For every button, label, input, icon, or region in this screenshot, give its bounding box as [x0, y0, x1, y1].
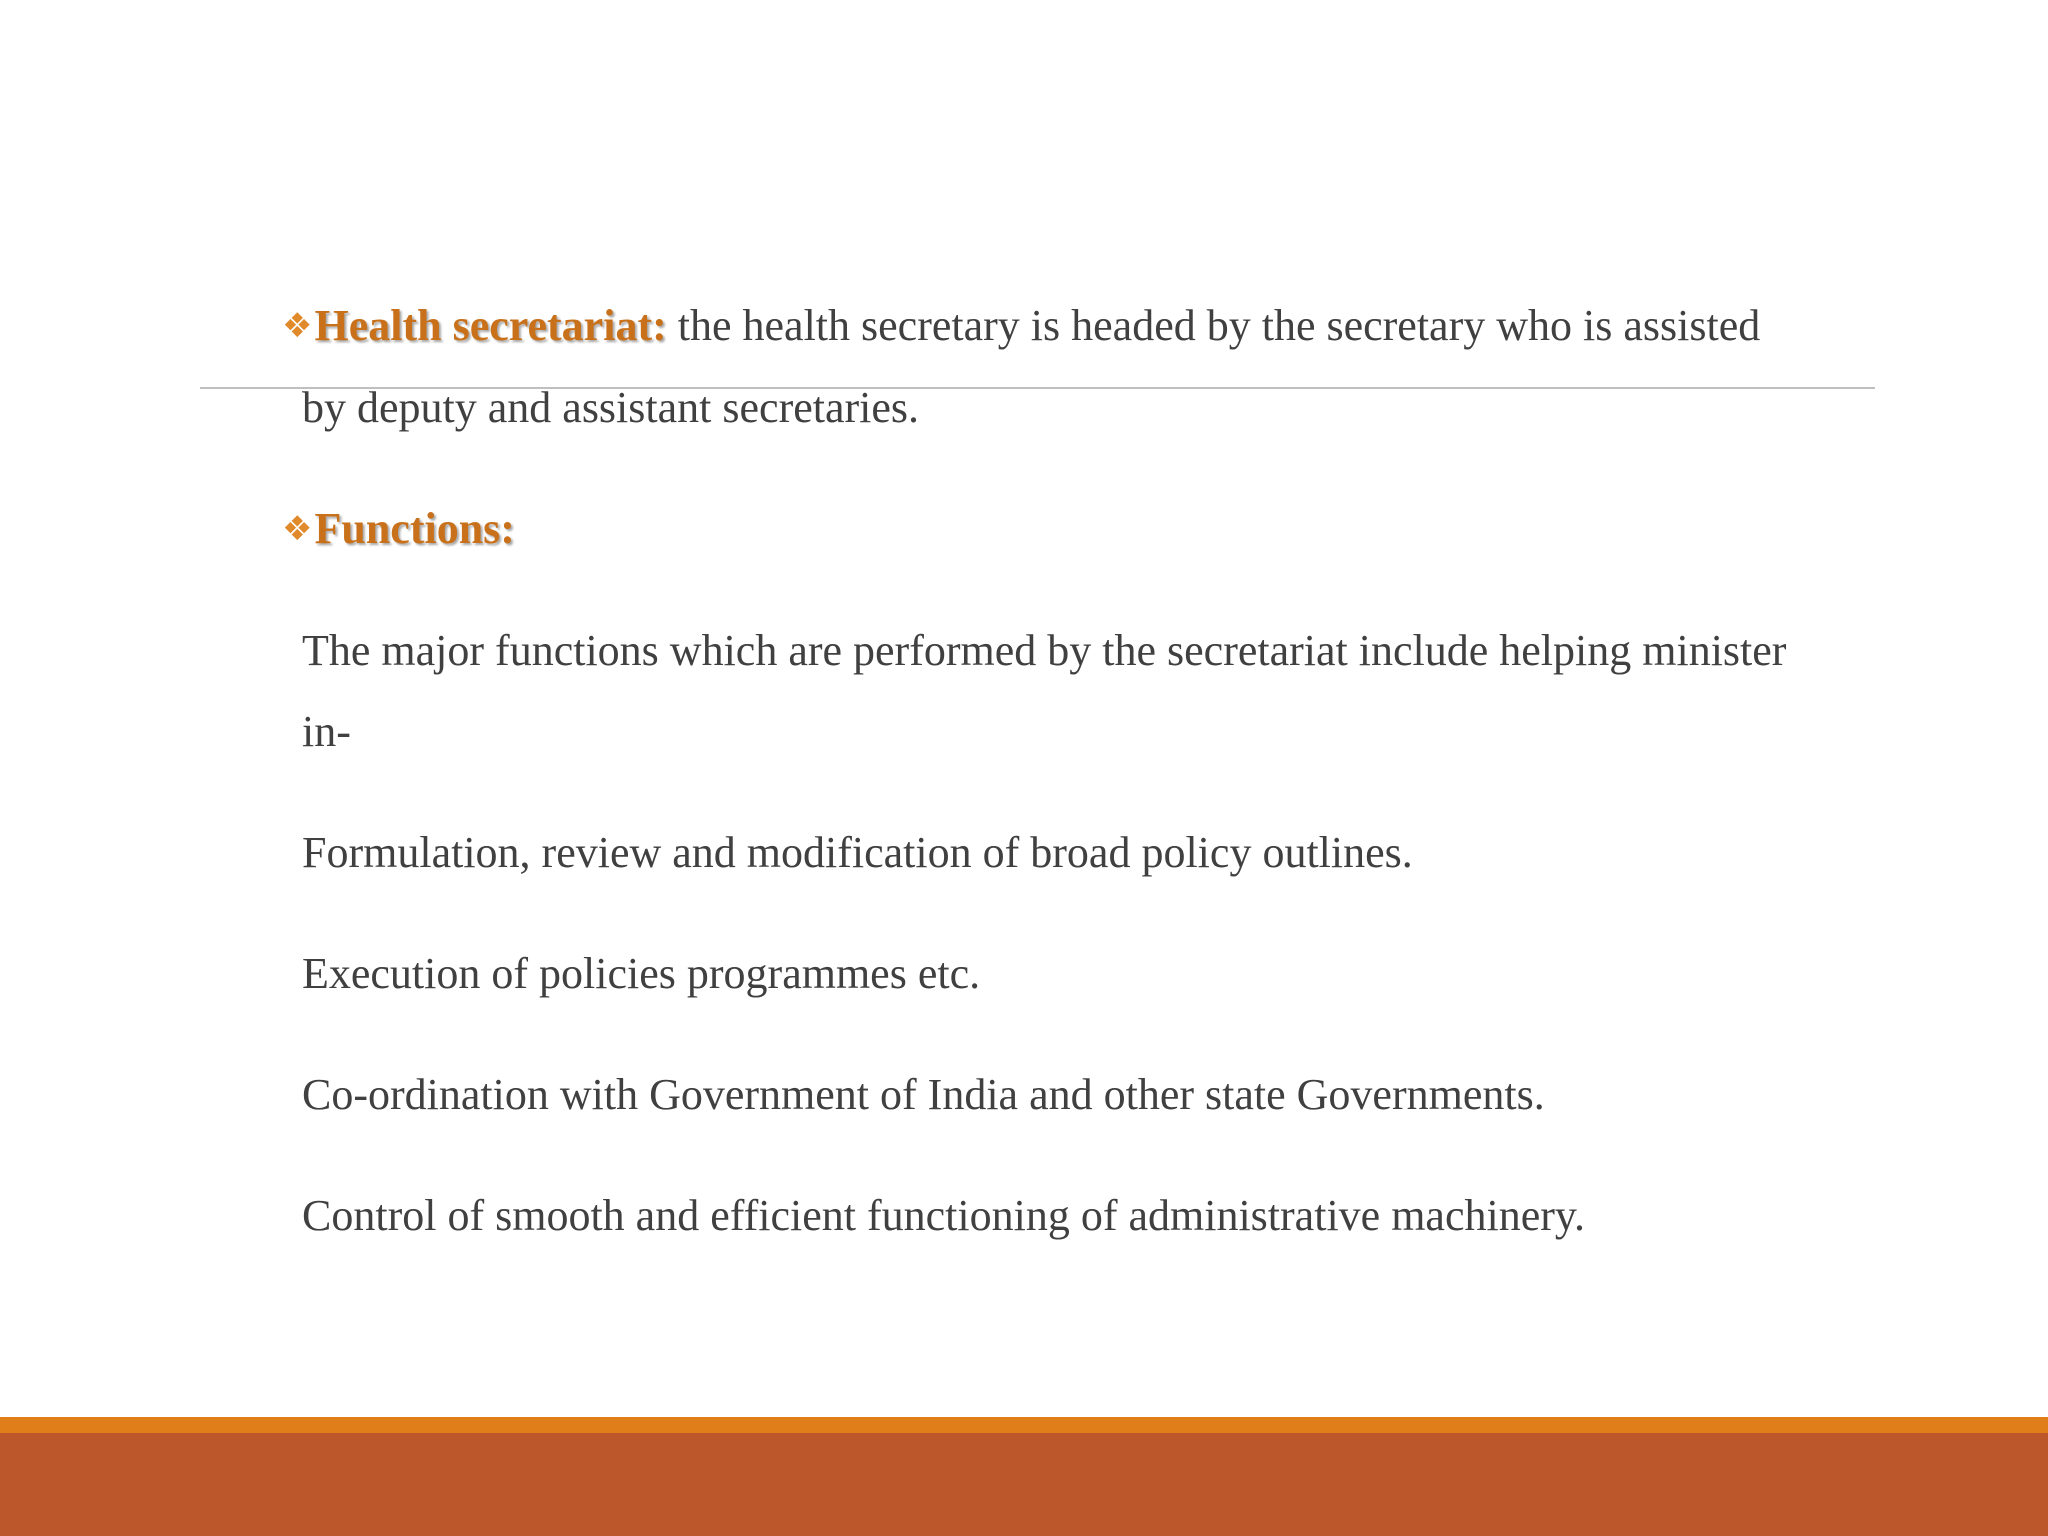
function-item: Co-ordination with Government of India and other state Governments. [302, 1070, 1545, 1119]
functions-heading: Functions: [314, 504, 515, 553]
function-item: Control of smooth and efficient functioning of administrative machinery. [302, 1191, 1586, 1240]
health-secretariat-heading: Health secretariat: [314, 301, 667, 350]
health-secretariat-text: the health secretary is headed by the secretary who is assisted [666, 301, 1761, 350]
functions-intro-line-1: The major functions which are performed by the secretariat include helping minister [302, 626, 1787, 675]
diamond-bullet-icon: ❖ [282, 306, 313, 346]
footer-orange-stripe [0, 1417, 2048, 1433]
function-item: Execution of policies programmes etc. [302, 949, 981, 998]
footer-rust-band [0, 1433, 2048, 1536]
diamond-bullet-icon: ❖ [282, 509, 313, 549]
health-secretariat-line-2: by deputy and assistant secretaries. [302, 383, 920, 432]
health-secretariat-line-1 [282, 285, 1962, 367]
slide-body [282, 285, 1962, 1256]
functions-intro-line-2: in- [302, 707, 351, 756]
functions-heading-line [282, 488, 1962, 570]
function-item: Formulation, review and modification of broad policy outlines. [302, 828, 1413, 877]
